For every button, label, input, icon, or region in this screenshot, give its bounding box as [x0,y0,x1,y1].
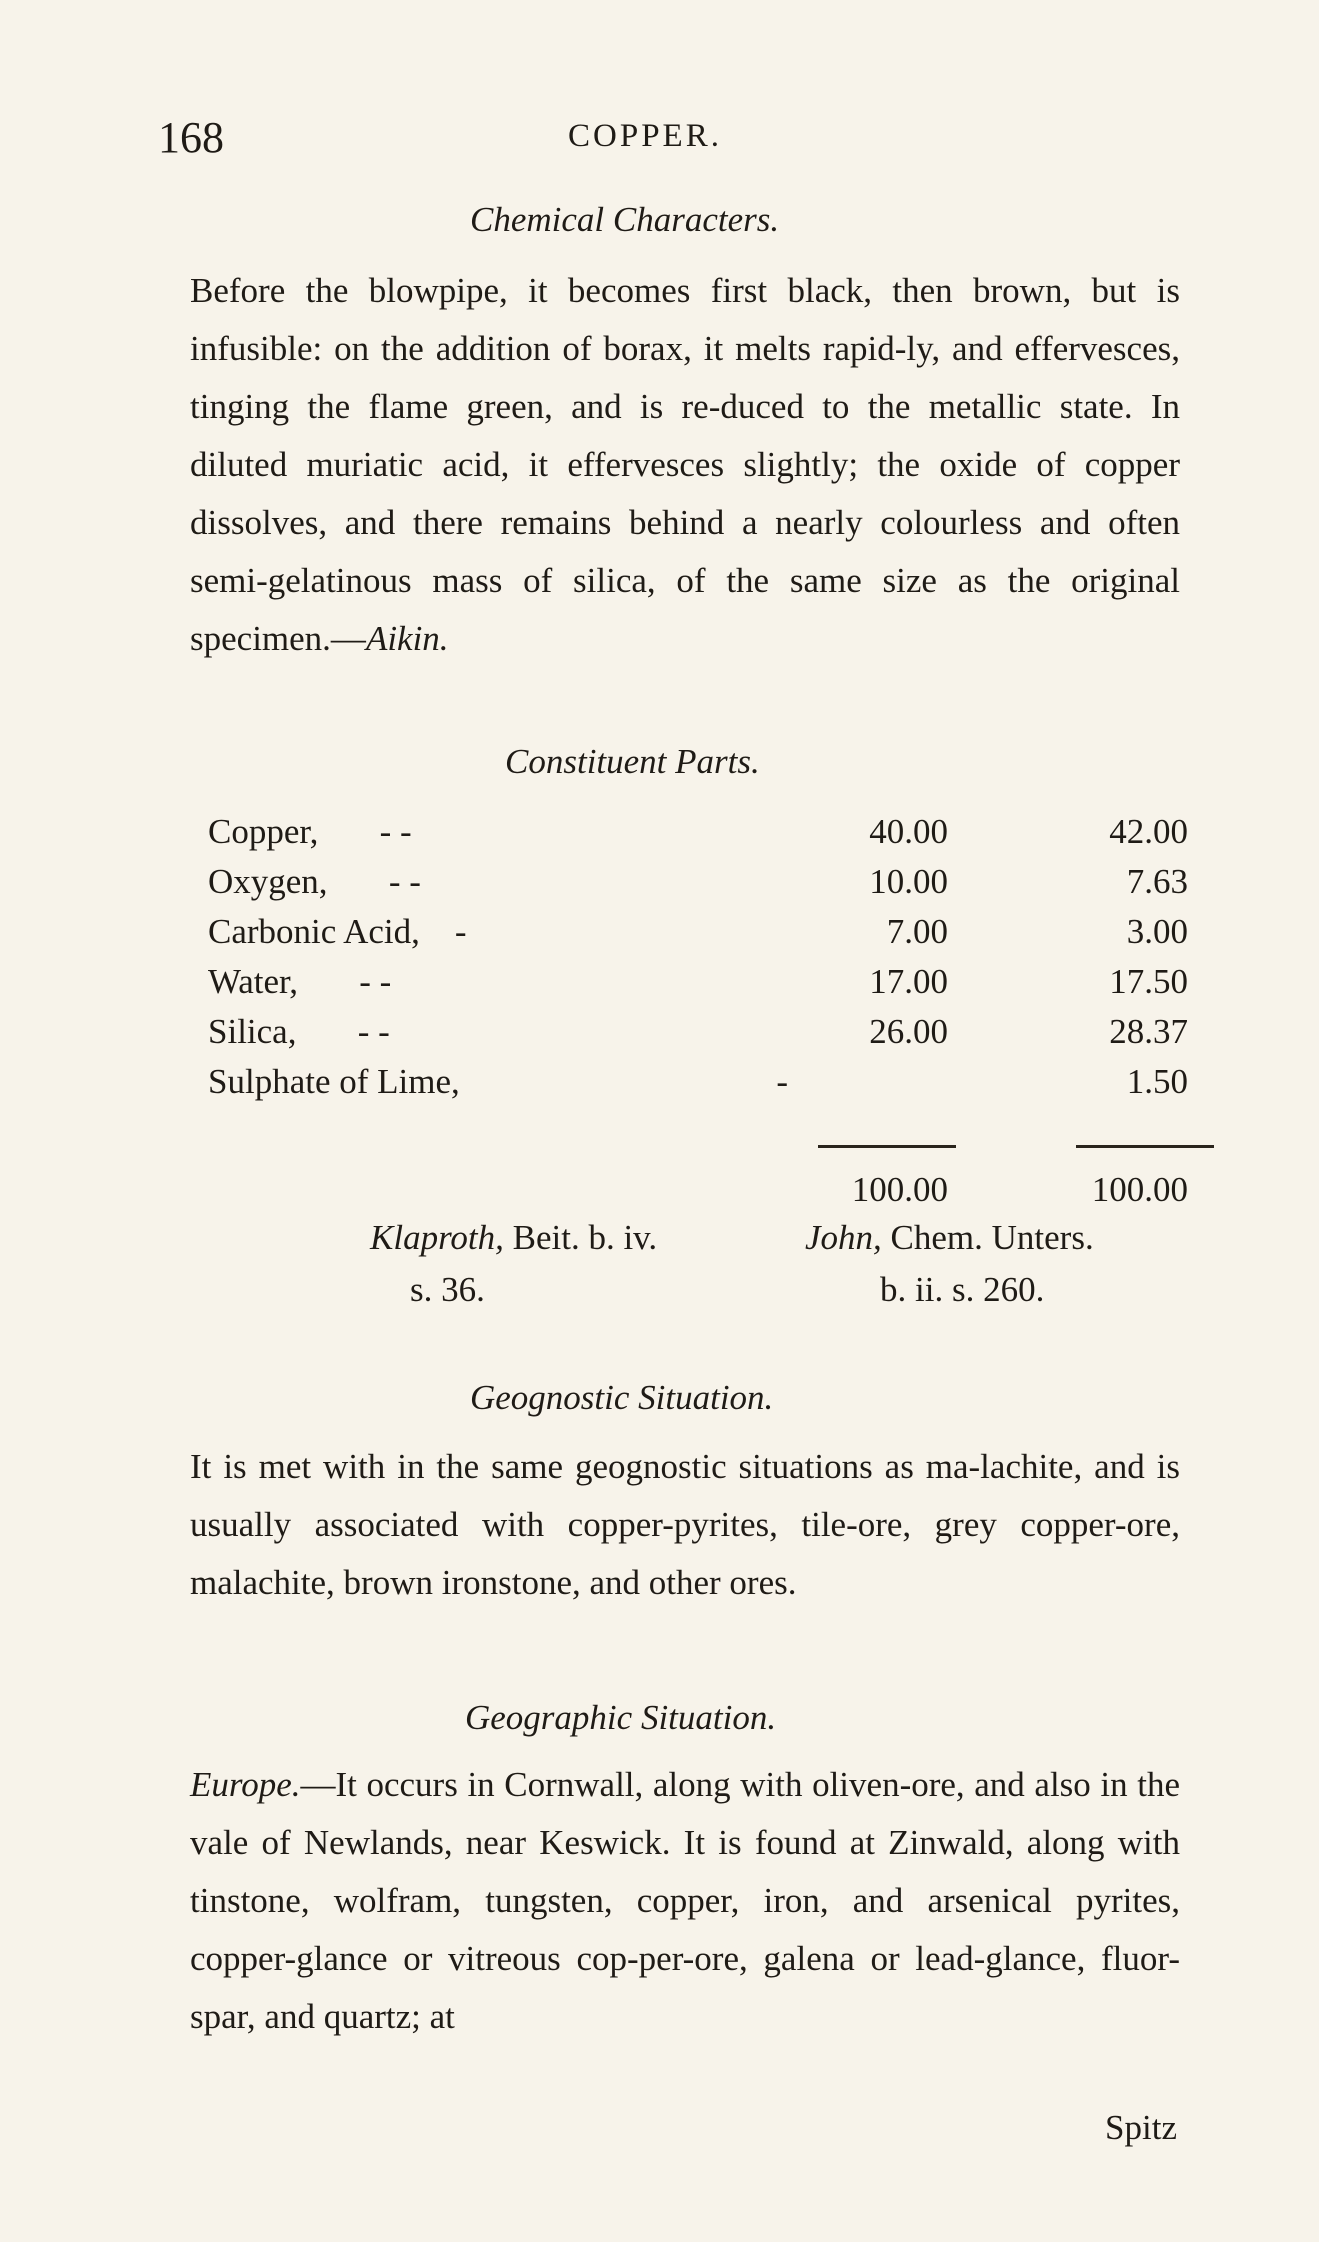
running-title: COPPER. [568,118,722,154]
value-klaproth: 17.00 [869,962,948,1001]
value-klaproth: 7.00 [886,912,948,951]
geographic-text: —It occurs in Cornwall, along with oliven-ore, and also in the vale of Newlands, near Keswick. It is found at Zinwald, along with tinstone, wolfram, tungsten, copper, iron, and arsenical pyrites, copper-glance or vitreous cop-per-ore, galena or lead-glance, fluor-spar, and quartz; at [190,1765,1180,2036]
value-john: 1.50 [1126,1062,1188,1101]
total-klaproth: 100.00 [851,1170,948,1209]
value-john: 7.63 [1126,862,1188,901]
source-klaproth: Klaproth, Beit. b. iv. [370,1218,658,1257]
table-row [208,1012,1188,1062]
value-john: 28.37 [1109,1012,1188,1051]
catchword: Spitz [1105,2108,1177,2147]
totals-row [208,1170,1188,1220]
heading-chemical-characters: Chemical Characters. [470,200,780,239]
value-john: 3.00 [1126,912,1188,951]
chemical-text: Before the blowpipe, it becomes first black, then brown, but is infusible: on the addition of borax, it melts rapid-ly, and effervesces, tinging the flame green, and is re-duced to the metallic state. In diluted muriatic acid, it effervesces slightly; the oxide of copper dissolves, and there remains behind a nearly colourless and often semi-gelatinous mass of silica, of the same size as the original specimen.— [190,271,1180,658]
heading-constituent-parts: Constituent Parts. [505,742,760,781]
geognostic-text: It is met with in the same geognostic situations as ma-lachite, and is usually associated with copper-pyrites, tile-ore, grey copper-ore, malachite, brown ironstone, and other ores. [190,1447,1180,1602]
constituent-name: Sulphate of Lime, [208,1062,460,1101]
constituent-name: Water, - - [208,962,392,1001]
europe-lead: Europe. [190,1765,301,1804]
constituent-name: Oxygen, - - [208,862,421,901]
value-john: 17.50 [1109,962,1188,1001]
paragraph-geognostic-situation [190,1438,1180,1612]
value-klaproth: 26.00 [869,1012,948,1051]
sum-rule-left [818,1145,956,1148]
value-klaproth: 10.00 [869,862,948,901]
constituent-name: Carbonic Acid, - [208,912,467,951]
page-header [158,112,1169,172]
constituent-name: Silica, - - [208,1012,390,1051]
source-john: John, Chem. Unters. [805,1218,1094,1257]
paragraph-geographic-situation [190,1756,1180,2046]
table-row [208,912,1188,962]
page-number: 168 [158,113,224,162]
heading-geognostic-situation: Geognostic Situation. [470,1378,774,1417]
value-john: 42.00 [1109,812,1188,851]
value-klaproth: 40.00 [869,812,948,851]
constituent-name: Copper, - - [208,812,412,851]
value-klaproth: - [776,1062,788,1101]
table-row [208,962,1188,1012]
table-row [208,1062,1188,1112]
total-john: 100.00 [1091,1170,1188,1209]
source-klaproth-page: s. 36. [410,1270,485,1309]
paragraph-chemical-characters [190,262,1180,668]
author-aikin: Aikin. [365,619,449,658]
heading-geographic-situation: Geographic Situation. [465,1698,777,1737]
table-row [208,812,1188,862]
table-row [208,862,1188,912]
source-john-page: b. ii. s. 260. [880,1270,1045,1309]
sum-rule-right [1076,1145,1214,1148]
